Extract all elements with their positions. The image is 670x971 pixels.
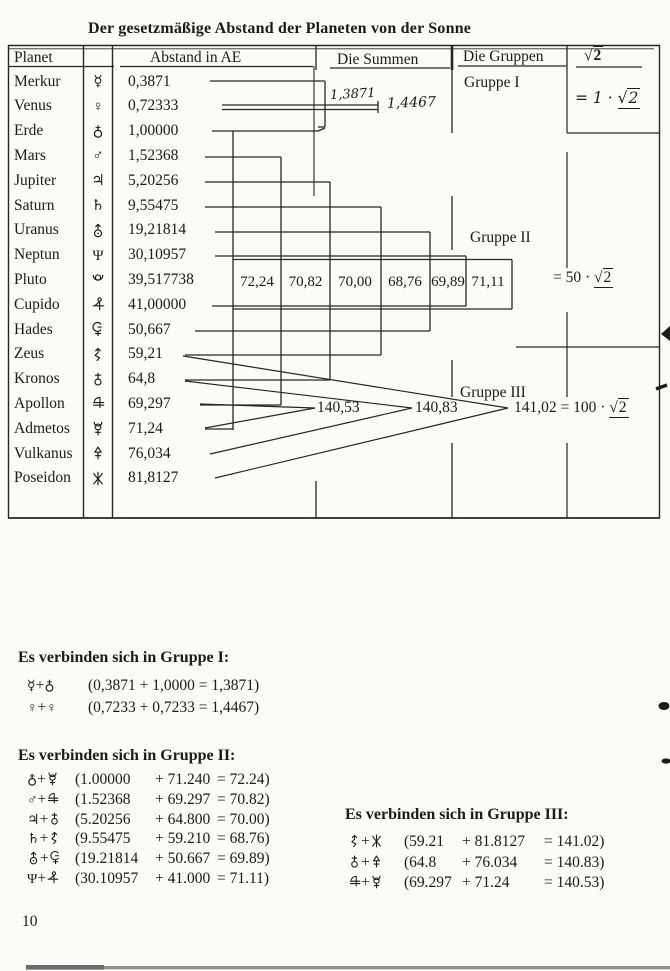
planet-name: Vulkanus (14, 444, 73, 462)
sum-value-5: 69,89 (431, 274, 465, 290)
document-title: Der gesetzmäßige Abstand der Planeten von der Sonne (88, 20, 472, 37)
planet-symbol-cell (84, 247, 112, 265)
planet-pair (27, 699, 88, 717)
pair-formula-f2: + 71.240 (155, 771, 211, 788)
planet-pair (27, 791, 75, 809)
planet-distance-value: 76,034 (128, 444, 171, 462)
group2-row-6 (27, 870, 269, 888)
pluto-symbol-icon (91, 271, 105, 289)
plus-sign: + (361, 874, 370, 892)
section-heading-group1: Es verbinden sich in Gruppe I: (18, 649, 230, 666)
sqrt2-expression: √2 (609, 399, 627, 416)
planet-name: Pluto (14, 270, 47, 288)
planet-pair (27, 830, 75, 848)
erde-symbol-icon: ♁ (92, 123, 104, 140)
pair-formula-f1: (64.8 (404, 853, 437, 871)
group1-row-1 (27, 677, 259, 695)
plus-sign: + (37, 698, 47, 716)
planet-name: Saturn (14, 196, 55, 214)
jupiter-symbol-icon: ♃ (91, 173, 105, 190)
planet-name: Zeus (14, 345, 45, 363)
plus-sign: + (361, 853, 370, 871)
planet-pair (348, 874, 404, 892)
admetos-symbol-icon (46, 771, 59, 788)
planet-symbol-cell (84, 346, 112, 365)
group2-row-5 (27, 850, 270, 868)
erde-symbol-icon: ♁ (27, 773, 38, 788)
scan-artifact (656, 385, 667, 389)
planet-symbol-cell (84, 73, 112, 91)
planet-symbol-cell (84, 222, 112, 241)
planet-name: Hades (14, 320, 53, 338)
planet-pair (27, 771, 75, 789)
page-number: 10 (22, 913, 38, 930)
vulkanus-symbol-icon (91, 445, 105, 463)
planet-distance-value: 39,517738 (128, 270, 194, 288)
poseidon-symbol-icon (91, 470, 105, 488)
section-heading-group3: Es verbinden sich in Gruppe III: (345, 806, 569, 823)
venus-symbol-icon: ♀ (46, 700, 57, 716)
group2-row-2 (27, 791, 270, 809)
pair-formula-f3: = 71.11) (217, 870, 270, 887)
sum-value-3: 70,00 (338, 274, 372, 290)
pair-formula-f1: (19.21814 (75, 850, 139, 868)
cupido-symbol-icon (46, 870, 59, 887)
planet-pair (348, 833, 404, 851)
pair-formula: (0,7233 + 0,7233 = 1,4467) (88, 698, 260, 716)
planet-distance-value: 69,297 (128, 394, 171, 412)
apollon-symbol-icon (46, 791, 59, 808)
plus-sign: + (361, 833, 370, 850)
planet-pair (27, 811, 75, 829)
plus-sign: + (39, 810, 49, 828)
column-header-sqrt2 (584, 47, 603, 65)
group3-value-2: 140,83 (415, 399, 458, 416)
group-label-2: Gruppe II (470, 229, 531, 246)
kronos-symbol-icon (348, 854, 361, 871)
planet-name: Mars (14, 146, 46, 164)
planet-distance-value: 0,72333 (128, 97, 179, 115)
planet-symbol-cell (84, 371, 112, 390)
planet-name: Kronos (14, 370, 60, 388)
sqrt2-expression: √2 (584, 47, 602, 64)
plus-sign: + (40, 850, 49, 868)
mars-symbol-icon: ♂ (27, 792, 38, 808)
planet-symbol-cell (84, 470, 112, 489)
column-header-abstand: Abstand in AE (150, 49, 242, 66)
planet-distance-value: 50,667 (128, 320, 171, 338)
plus-sign: + (39, 830, 49, 848)
uranus-symbol-icon (27, 850, 40, 867)
erde-symbol-icon: ♁ (44, 679, 55, 694)
pair-formula-f1: (69.297 (404, 874, 452, 892)
zeus-symbol-icon (48, 830, 61, 847)
planet-distance-value: 5,20256 (128, 171, 179, 189)
sum-value-1: 72,24 (240, 274, 274, 290)
planet-symbol-cell (84, 123, 112, 141)
planet-name: Merkur (14, 72, 61, 90)
plus-sign: + (37, 771, 46, 788)
pair-formula-f2: + 41.000 (155, 870, 211, 887)
group3-value-1: 140,53 (317, 399, 360, 416)
venus-symbol-icon: ♀ (92, 98, 104, 115)
group3-row-1 (348, 833, 604, 851)
planet-symbol-cell (84, 172, 112, 190)
planet-pair (27, 850, 75, 868)
column-header-gruppen: Die Gruppen (463, 48, 544, 65)
pair-formula-f1: (59.21 (404, 833, 445, 850)
admetos-symbol-icon (370, 874, 383, 891)
planet-distance-value: 71,24 (128, 419, 163, 437)
planet-symbol-cell (84, 147, 112, 165)
pair-formula-f1: (1.00000 (75, 771, 131, 788)
merkur-symbol-icon: ☿ (93, 74, 103, 90)
poseidon-symbol-icon (370, 833, 383, 850)
planet-name: Venus (14, 97, 52, 115)
planet-symbol-cell (84, 271, 112, 290)
scan-artifact (26, 966, 670, 969)
planet-symbol-cell (84, 321, 112, 340)
pair-formula-f3: = 140.83) (544, 853, 605, 871)
pair-formula-f2: + 50.667 (155, 850, 211, 868)
planet-distance-value: 1,52368 (128, 146, 179, 164)
group2-sqrt-formula: = 50 · √2 (553, 269, 612, 286)
cupido-symbol-icon (91, 296, 105, 314)
hades-symbol-icon (91, 321, 105, 339)
planet-distance-value: 1,00000 (128, 122, 179, 140)
group1-sqrt-formula: = 1 · √2 (575, 89, 639, 107)
planet-pair (27, 870, 75, 888)
planet-distance-value: 59,21 (128, 345, 163, 363)
saturn-symbol-icon: ♄ (27, 832, 40, 848)
planet-symbol-cell (84, 296, 112, 315)
plus-sign: + (35, 677, 45, 694)
planet-symbol-cell (84, 420, 112, 439)
uranus-symbol-icon (91, 222, 105, 240)
group3-sqrt-formula: 141,02 = 100 · √2 (514, 399, 627, 416)
sum-value-2: 70,82 (288, 274, 323, 290)
pair-formula-f1: (5.20256 (75, 810, 131, 828)
mars-symbol-icon: ♂ (92, 148, 104, 165)
apollon-symbol-icon (91, 395, 105, 413)
planet-symbol-cell (84, 98, 112, 116)
planet-distance-value: 30,10957 (128, 246, 187, 264)
admetos-symbol-icon (91, 420, 105, 438)
apollon-symbol-icon (348, 874, 361, 891)
pair-formula-f2: + 81.8127 (462, 833, 525, 850)
planet-distance-value: 0,3871 (128, 72, 171, 90)
planet-distance-value: 19,21814 (128, 221, 187, 239)
pair-formula-f1: (1.52368 (75, 790, 131, 808)
vulkanus-symbol-icon (370, 854, 383, 871)
planet-pair (27, 677, 88, 695)
merkur-symbol-icon: ☿ (27, 679, 36, 694)
group-label-1: Gruppe I (464, 74, 520, 91)
saturn-symbol-icon: ♄ (91, 198, 105, 214)
neptun-symbol-icon: Ψ (27, 872, 38, 887)
handwritten-sum-1-4467: 1,4467 (386, 94, 437, 112)
planet-name: Uranus (14, 221, 59, 239)
planet-name: Neptun (14, 246, 60, 264)
handwritten-sum-1-3871: 1,3871 (329, 85, 376, 104)
sqrt2-expression: √2 (617, 89, 639, 107)
pair-formula-f3: = 72.24) (217, 771, 270, 788)
sum-value-4: 68,76 (388, 274, 422, 290)
sqrt2-expression: √2 (594, 269, 612, 286)
hades-symbol-icon (49, 850, 62, 867)
planet-name: Admetos (14, 419, 70, 437)
pair-formula-f2: + 69.297 (155, 790, 211, 808)
jupiter-symbol-icon: ♃ (27, 812, 40, 828)
group3-row-2 (348, 854, 604, 872)
pair-formula-f3: = 68.76) (217, 830, 270, 848)
pair-formula-f1: (30.10957 (75, 870, 139, 887)
planet-distance-value: 81,8127 (128, 469, 179, 487)
plus-sign: + (37, 870, 47, 887)
pair-formula-f3: = 69.89) (217, 850, 270, 868)
group2-row-3 (27, 811, 270, 829)
planet-symbol-cell (84, 395, 112, 414)
kronos-symbol-icon (48, 811, 61, 828)
scan-artifact (26, 965, 104, 970)
pair-formula-f2: + 59.210 (155, 830, 211, 848)
planet-name: Jupiter (14, 171, 57, 189)
pair-formula-f3: = 70.00) (217, 810, 270, 828)
column-header-planet: Planet (14, 49, 53, 66)
planet-distance-value: 64,8 (128, 370, 156, 388)
pair-formula-f3: = 70.82) (217, 790, 270, 808)
planet-name: Erde (14, 122, 44, 140)
planet-symbol-cell (84, 445, 112, 464)
planet-name: Poseidon (14, 469, 71, 487)
pair-formula-f2: + 76.034 (462, 853, 518, 871)
scan-artifact (661, 326, 670, 341)
sum-value-6: 71,11 (471, 274, 505, 290)
pair-formula-f3: = 140.53) (544, 874, 605, 892)
group1-row-2 (27, 699, 259, 717)
plus-sign: + (37, 790, 47, 808)
pair-formula: (0,3871 + 1,0000 = 1,3871) (88, 677, 260, 694)
planet-distance-value: 9,55475 (128, 196, 179, 214)
kronos-symbol-icon (91, 371, 105, 389)
group-label-3: Gruppe III (460, 384, 526, 401)
pair-formula-f2: + 64.800 (155, 810, 211, 828)
planet-name: Apollon (14, 394, 65, 412)
venus-symbol-icon: ♀ (27, 700, 38, 716)
scan-artifact (662, 758, 670, 763)
column-header-summen: Die Summen (337, 51, 419, 68)
section-heading-group2: Es verbinden sich in Gruppe II: (18, 747, 236, 764)
zeus-symbol-icon (91, 346, 105, 364)
group2-row-4 (27, 830, 270, 848)
pair-formula-f3: = 141.02) (544, 833, 605, 850)
planet-distance-value: 41,00000 (128, 295, 187, 313)
pair-formula-f1: (9.55475 (75, 830, 131, 848)
group2-row-1 (27, 771, 270, 789)
pair-formula-f2: + 71.24 (462, 874, 510, 892)
scan-artifact (659, 702, 670, 710)
group3-row-3 (348, 874, 604, 892)
planet-pair (348, 854, 404, 872)
neptun-symbol-icon: Ψ (92, 247, 104, 264)
zeus-symbol-icon (348, 833, 361, 850)
planet-name: Cupido (14, 295, 60, 313)
planet-symbol-cell (84, 197, 112, 215)
